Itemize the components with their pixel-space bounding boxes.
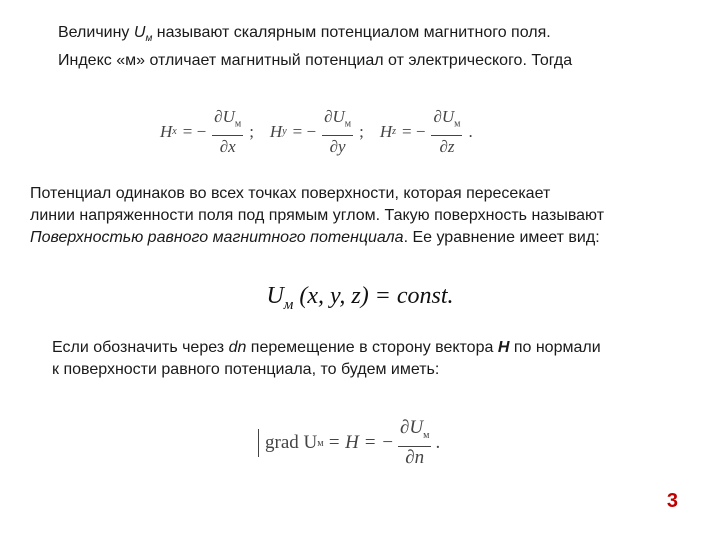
hz-term: H z = − $\frac{\partial U_м}{\partial z}$ . <box>379 106 473 157</box>
hx-term: H x = − $\frac{\partial U_м}{\partial x}$ ; <box>160 106 254 157</box>
normal-line-2: к поверхности равного потенциала, то будем иметь: <box>52 361 440 378</box>
normal-line-1: Если обозначить через dn перемещение в сторону вектора H по нормали <box>52 339 601 356</box>
intro-line-1: Величину $U_м$ называют скалярным потенциалом магнитного поля. <box>58 24 551 45</box>
term-italic: Поверхностью равного магнитного потенциала <box>30 229 404 246</box>
um-symbol: $U_м$ <box>133 24 153 45</box>
surface-line-1: Потенциал одинаков во всех точках поверхности, которая пересекает <box>30 185 551 202</box>
h-vector-symbol: H <box>497 339 510 356</box>
surface-line-3: Поверхностью равного магнитного потенциала. Ее уравнение имеет вид: <box>30 229 600 246</box>
intro-line-2: Индекс «м» отличает магнитный потенциал от электрического. Тогда <box>58 52 573 70</box>
hy-term: H y = − $\frac{\partial U_м}{\partial y}$ ; <box>269 106 364 157</box>
normal-paragraph <box>52 337 702 381</box>
gradient-components-formula <box>160 100 580 164</box>
fraction: $\frac{\partial U_м}{\partial z}$ <box>433 106 461 157</box>
dn-symbol: dn <box>228 339 247 356</box>
fraction: $\frac{\partial U_м}{\partial y}$ <box>324 106 352 157</box>
page-number: 3 <box>666 490 678 512</box>
surface-line-2: линии напряженности поля под прямым углом. Такую поверхность называют <box>30 207 605 224</box>
equipotential-equation: $U_м$ (x, y, z) = const. <box>266 283 454 313</box>
fraction: $\frac{\partial U_м}{\partial n}$ <box>400 416 430 469</box>
surface-paragraph <box>30 183 710 249</box>
fraction: $\frac{\partial U_м}{\partial x}$ <box>214 106 242 157</box>
intro-paragraph <box>58 22 698 72</box>
gradient-formula: grad U м = H = − $\frac{\partial U_м}{\partial n}$ . <box>258 410 518 476</box>
formula-bar <box>258 429 259 457</box>
